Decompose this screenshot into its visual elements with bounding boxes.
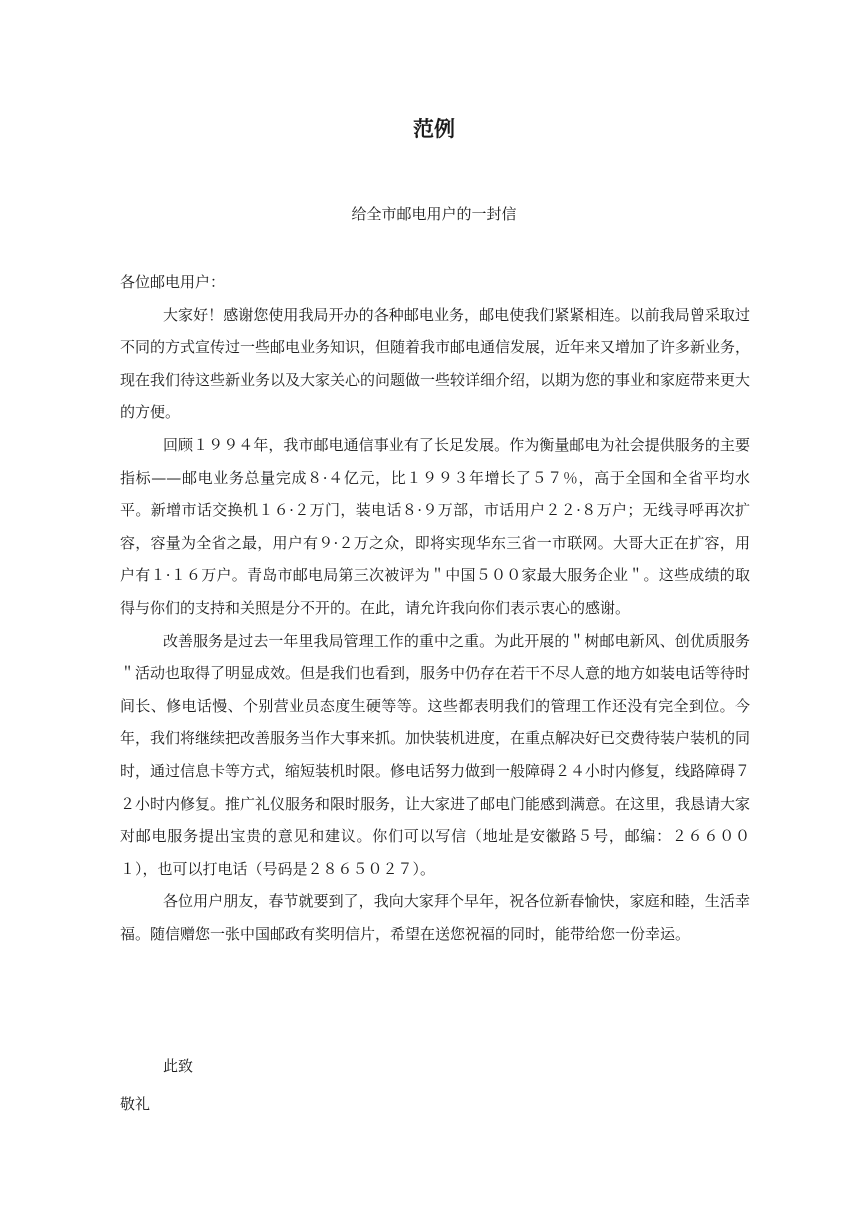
- document-title: 范例: [413, 117, 455, 141]
- salutation: 各位邮电用户：: [120, 273, 226, 291]
- closing-phrase: 此致: [163, 1057, 194, 1075]
- letter-body: [120, 266, 750, 950]
- regards-phrase: 敬礼: [120, 1095, 151, 1113]
- paragraph-wishes: 各位用户朋友，春节就要到了，我向大家拜个早年，祝各位新春愉快，家庭和睦，生活幸福。随信赠您一张中国邮政有奖明信片，希望在送您祝福的同时，能带给您一份幸运。: [120, 892, 750, 943]
- paragraph-greeting: 大家好！感谢您使用我局开办的各种邮电业务，邮电使我们紧紧相连。以前我局曾采取过不同的方式宣传过一些邮电业务知识，但随着我市邮电通信发展，近年来又增加了许多新业务，现在我们待这些新业务以及大家关心的问题做一些较详细介绍，以期为您的事业和家庭带来更大的方便。: [120, 305, 751, 422]
- letter-subtitle: 给全市邮电用户的一封信: [351, 205, 517, 223]
- paragraph-service: 改善服务是过去一年里我局管理工作的重中之重。为此开展的＂树邮电新风、创优质服务＂活动也取得了明显成效。但是我们也看到，服务中仍存在若干不尽人意的地方如装电话等待时间长、修电话慢、个别营业员态度生硬等等。这些都表明我们的管理工作还没有完全到位。今年，我们将继续把改善服务当作大事来抓。加快装机进度，在重点解决好已交费待装户装机的同时，通过信息卡等方式，缩短装机时限。修电话努力做到一般障碍２４小时内修复，线路障碍７２小时内修复。推广礼仪服务和限时服务，让大家进了邮电门能感到满意。在这里，我恳请大家对邮电服务提出宝贵的意见和建议。你们可以写信（地址是安徽路５号，邮编：２６６００１），也可以打电话（号码是２８６５０２７）。: [120, 631, 751, 878]
- paragraph-review: 回顾１９９４年，我市邮电通信事业有了长足发展。作为衡量邮电为社会提供服务的主要指标——邮电业务总量完成８·４亿元，比１９９３年增长了５７％，高于全国和全省平均水平。新增市话交换机１６·２万门，装电话８·９万部，市话用户２２·８万户；无线寻呼再次扩容，容量为全省之最，用户有９·２万之众，即将实现华东三省一市联网。大哥大正在扩容，用户有１·１６万户。青岛市邮电局第三次被评为＂中国５００家最大服务企业＂。这些成绩的取得与你们的支持和关照是分不开的。在此，请允许我向你们表示衷心的感谢。: [120, 435, 750, 617]
